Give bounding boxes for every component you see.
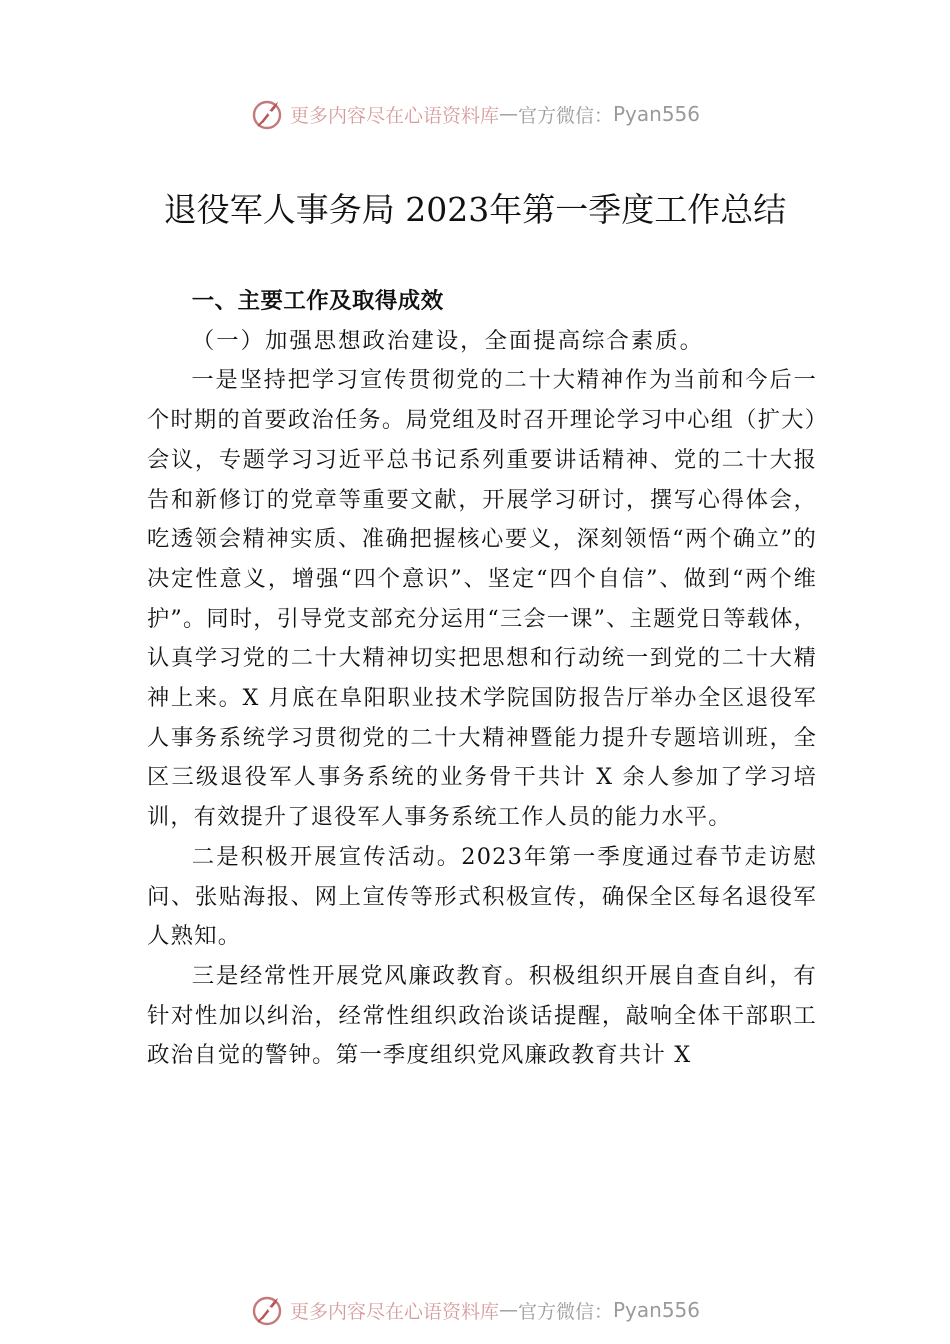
- watermark-label: 官方微信：: [517, 1300, 613, 1323]
- quill-pen-seal-icon: [250, 1292, 286, 1328]
- watermark-brand-text: 更多内容尽在心语资料库: [289, 104, 499, 127]
- watermark-brand-text: 更多内容尽在心语资料库: [289, 1300, 499, 1323]
- subsection-heading: （一）加强思想政治建设，全面提高综合素质。: [191, 327, 704, 354]
- watermark-wechat-id: Pyan556: [613, 1298, 701, 1322]
- watermark-wechat-id: Pyan556: [613, 102, 701, 126]
- quill-pen-seal-icon: [250, 96, 286, 132]
- watermark-separator: —: [498, 103, 518, 125]
- section-heading: 一、主要工作及取得成效: [191, 288, 444, 314]
- paragraph-1: 一是坚持把学习宣传贯彻党的二十大精神作为当前和今后一个时期的首要政治任务。局党组及时召开理论学习中心组（扩大）会议，专题学习习近平总书记系列重要讲话精神、党的二十大报告和新修订的党章等重要文献，开展学习研讨，撰写心得体会，吃透领会精神实质、准确把握核心要义，深刻领悟“两个确立”的决定性意义，增强“四个意识”、坚定“四个自信”、做到“两个维护”。同时，引导党支部充分运用“三会一课”、主题党日等载体，认真学习党的二十大精神切实把思想和行动统一到党的二十大精神上来。X 月底在阜阳职业技术学院国防报告厅举办全区退役军人事务系统学习贯彻党的二十大精神暨能力提升专题培训班，全区三级退役军人事务系统的业务骨干共计 X 余人参加了学习培训，有效提升了退役军人事务系统工作人员的能力水平。: [147, 367, 817, 831]
- watermark-separator: —: [498, 1299, 518, 1321]
- document-body: [147, 282, 817, 1076]
- watermark-footer: [0, 1290, 950, 1330]
- watermark-header: [0, 94, 950, 134]
- paragraph-2: 二是积极开展宣传活动。2023年第一季度通过春节走访慰问、张贴海报、网上宣传等形式积极宣传，确保全区每名退役军人熟知。: [147, 843, 817, 950]
- document-title: 退役军人事务局 2023年第一季度工作总结: [163, 190, 787, 229]
- paragraph-3: 三是经常性开展党风廉政教育。积极组织开展自查自纠，有针对性加以纠治，经常性组织政治谈话提醒，敲响全体干部职工政治自觉的警钟。第一季度组织党风廉政教育共计 X: [147, 962, 817, 1069]
- watermark-label: 官方微信：: [517, 104, 613, 127]
